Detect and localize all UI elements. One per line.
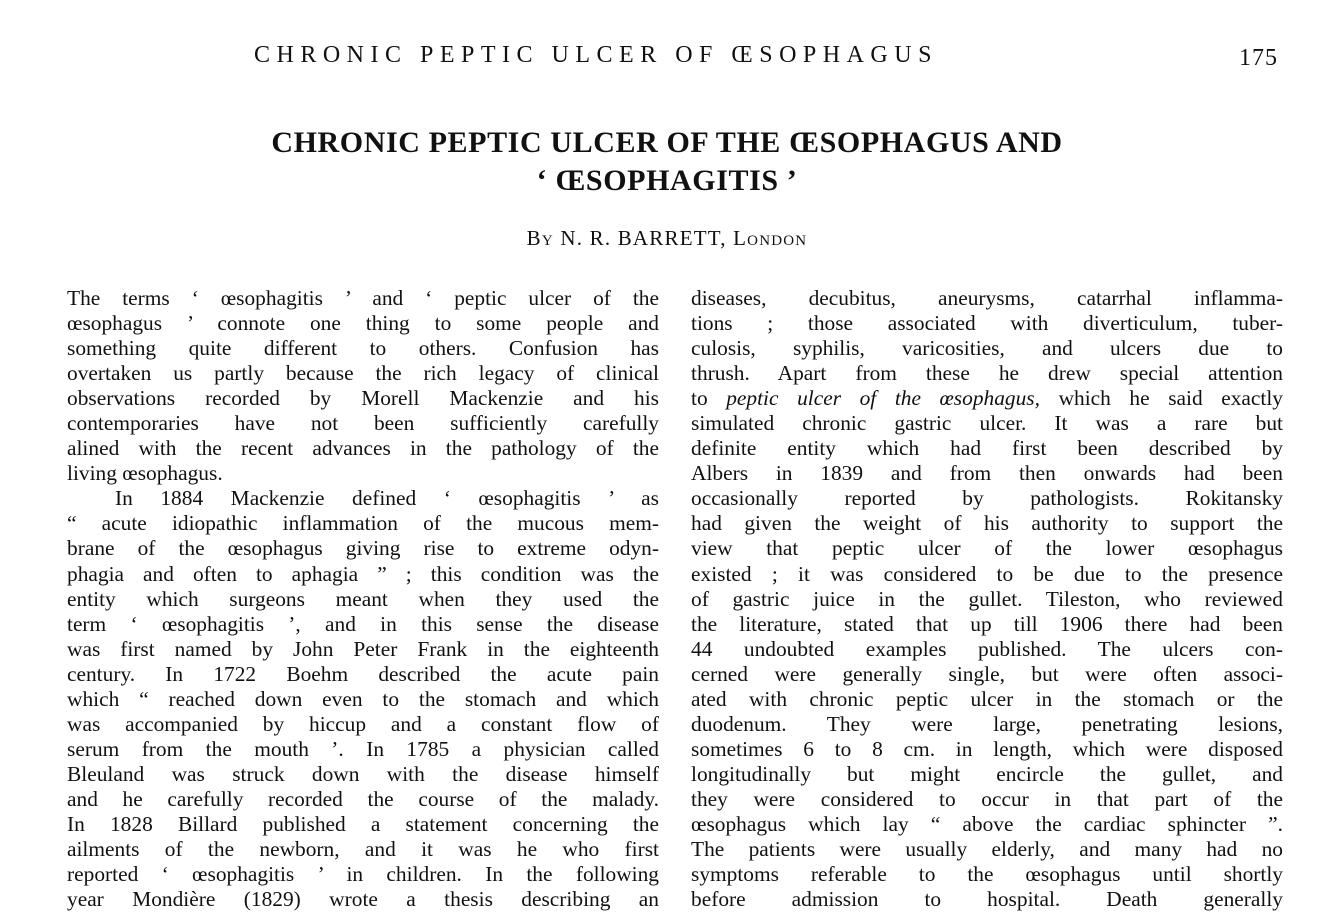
text-line: and he carefully recorded the course of the malady. (67, 786, 659, 811)
text-line: was first named by John Peter Frank in the eighteenth (67, 636, 659, 661)
text-line: tions ; those associated with diverticulum, tuber- (691, 311, 1283, 336)
text-line: simulated chronic gastric ulcer. It was a rare but (691, 411, 1283, 436)
title-line-1: CHRONIC PEPTIC ULCER OF THE ŒSOPHAGUS AND (271, 126, 1063, 159)
text-line: œsophagus which lay “ above the cardiac sphincter ”. (691, 811, 1283, 836)
text-line: term ‘ œsophagitis ’, and in this sense the disease (67, 611, 659, 636)
text-line: sometimes 6 to 8 cm. in length, which were disposed (691, 736, 1283, 761)
text-line: reported ‘ œsophagitis ’ in children. In the following (67, 862, 659, 887)
text-line: serum from the mouth ’. In 1785 a physician called (67, 736, 659, 761)
text-line: brane of the œsophagus giving rise to extreme odyn- (67, 536, 659, 561)
byline-prefix: By (526, 226, 554, 250)
text-fragment: to (691, 386, 708, 411)
text-line: diseases, decubitus, aneurysms, catarrhal inflamma- (691, 286, 1283, 310)
text-line: existed ; it was considered to be due to the presence (691, 561, 1283, 586)
text-line: living œsophagus. (67, 461, 223, 486)
title-line-2: ‘ ŒSOPHAGITIS ’ (536, 164, 798, 197)
page-number: 175 (1239, 45, 1278, 71)
text-line: In 1828 Billard published a statement concerning the (67, 811, 659, 836)
running-title: CHRONIC PEPTIC ULCER OF ŒSOPHAGUS (254, 42, 938, 68)
text-line: the literature, stated that up till 1906 there had been (691, 611, 1283, 636)
text-line: “ acute idiopathic inflammation of the mucous mem- (67, 511, 659, 536)
text-line: view that peptic ulcer of the lower œsophagus (691, 536, 1283, 561)
text-line: year Mondière (1829) wrote a thesis describing an (67, 887, 659, 912)
text-line: they were considered to occur in that part of the (691, 786, 1283, 811)
article-title (0, 124, 1334, 200)
byline (0, 226, 1334, 251)
text-line: cerned were generally single, but were often associ- (691, 661, 1283, 686)
text-line: In 1884 Mackenzie defined ‘ œsophagitis ’ as (115, 486, 659, 511)
text-line: definite entity which had first been described by (691, 436, 1283, 461)
text-line: observations recorded by Morell Mackenzie and his (67, 386, 659, 411)
text-line: contemporaries have not been sufficiently carefully (67, 411, 659, 436)
text-line: The terms ‘ œsophagitis ’ and ‘ peptic ulcer of the (67, 286, 659, 310)
text-line: was accompanied by hiccup and a constant flow of (67, 711, 659, 736)
text-line: ated with chronic peptic ulcer in the stomach or the (691, 686, 1283, 711)
text-line: phagia and often to aphagia ” ; this condition was the (67, 561, 659, 586)
text-line: The patients were usually elderly, and many had no (691, 837, 1283, 862)
text-line: overtaken us partly because the rich legacy of clinical (67, 361, 659, 386)
right-column (691, 286, 1283, 912)
text-fragment: which he said exactly (1058, 386, 1283, 411)
text-line: Bleuland was struck down with the disease himself (67, 761, 659, 786)
byline-author: N. R. BARRETT, (560, 226, 727, 250)
text-line: culosis, syphilis, varicosities, and ulcers due to (691, 336, 1283, 361)
text-line: symptoms referable to the œsophagus until shortly (691, 862, 1283, 887)
text-line: something quite different to others. Confusion has (67, 336, 659, 361)
byline-location: London (733, 226, 808, 250)
text-line: ailments of the newborn, and it was he who first (67, 837, 659, 862)
text-line: thrush. Apart from these he drew special attention (691, 361, 1283, 386)
text-line: œsophagus ’ connote one thing to some people and (67, 311, 659, 336)
italic-phrase: peptic ulcer of the œsophagus, (726, 386, 1040, 411)
running-header (0, 42, 1334, 76)
text-line: of gastric juice in the gullet. Tileston, who reviewed (691, 586, 1283, 611)
text-line: longitudinally but might encircle the gullet, and (691, 761, 1283, 786)
text-line: duodenum. They were large, penetrating lesions, (691, 711, 1283, 736)
text-line: had given the weight of his authority to support the (691, 511, 1283, 536)
text-line: century. In 1722 Boehm described the acute pain (67, 661, 659, 686)
text-line: occasionally reported by pathologists. Rokitansky (691, 486, 1283, 511)
text-line: which “ reached down even to the stomach and which (67, 686, 659, 711)
text-line-with-italic (691, 386, 1283, 411)
text-line: before admission to hospital. Death generally (691, 887, 1283, 912)
text-line: Albers in 1839 and from then onwards had been (691, 461, 1283, 486)
text-line: 44 undoubted examples published. The ulcers con- (691, 636, 1283, 661)
left-column (67, 286, 659, 912)
text-line: alined with the recent advances in the pathology of the (67, 436, 659, 461)
text-line: entity which surgeons meant when they used the (67, 586, 659, 611)
